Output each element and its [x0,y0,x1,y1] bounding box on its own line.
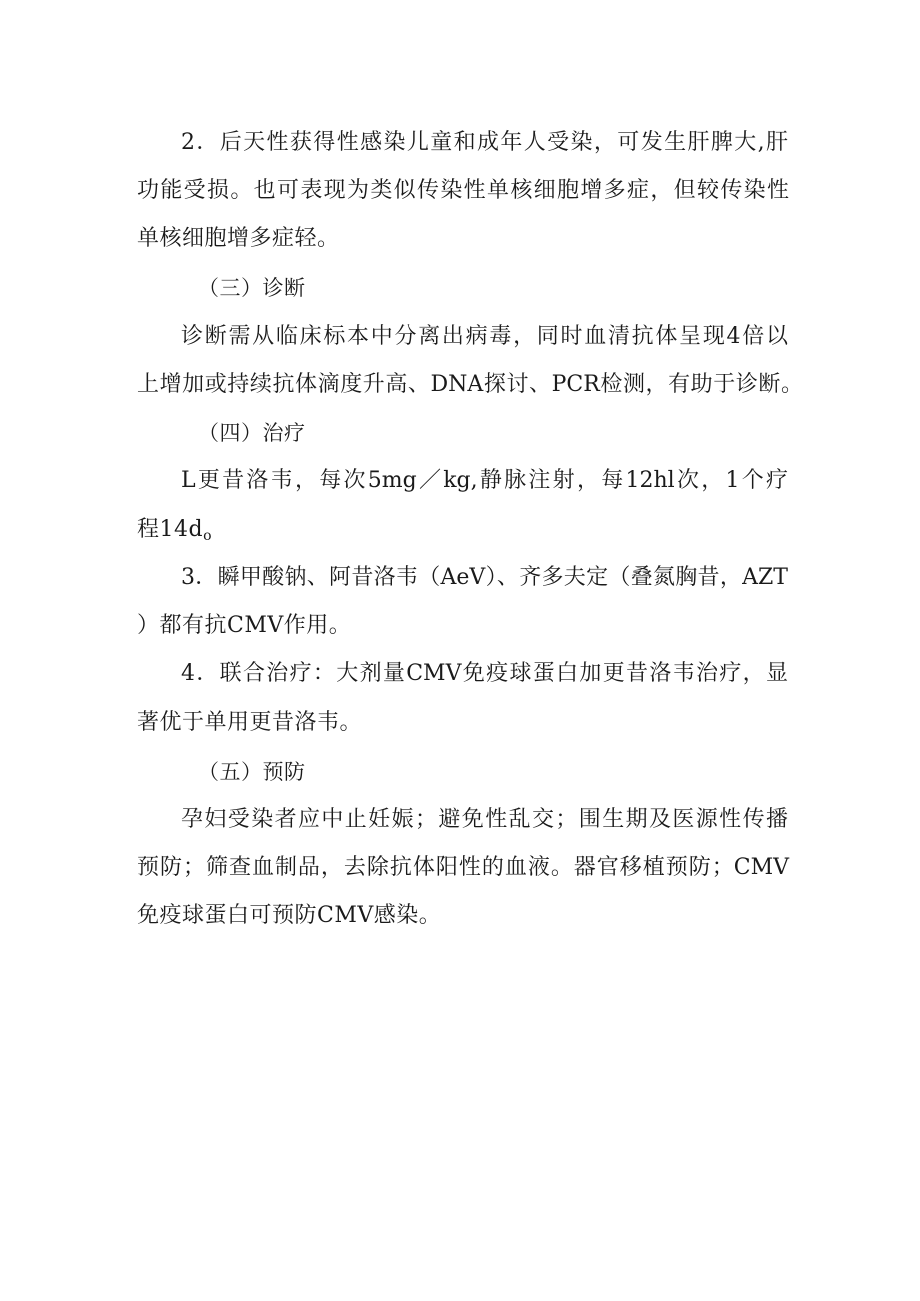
paragraph-line: 著优于单用更昔洛韦。 [137,710,363,735]
paragraph-line: 上增加或持续抗体滴度升高、DNA探讨、PCR检测，有助于诊断。 [137,372,803,397]
paragraph-line: 单核细胞增多症轻。 [137,226,340,251]
paragraph-line: 3．瞬甲酸钠、阿昔洛韦（AeV）、齐多夫定（叠氮胸昔，AZT [181,565,788,590]
section-heading-prevention: （五）预防 [198,760,306,784]
paragraph-line: 孕妇受染者应中止妊娠；避免性乱交；围生期及医源性传播 [181,807,788,832]
paragraph-line: 诊断需从临床标本中分离出病毒，同时血清抗体呈现4倍以 [181,324,788,349]
paragraph-text: 程14d [137,517,204,542]
paragraph-line: L更昔洛韦，每次5mg／kg,静脉注射，每12hl次，1个疗 [181,468,788,493]
paragraph-line: 免疫球蛋白可预防CMV感染。 [137,903,442,928]
paragraph-line: ）都有抗CMV作用。 [137,613,352,638]
paragraph-line: 4．联合治疗：大剂量CMV免疫球蛋白加更昔洛韦治疗，显 [181,661,788,686]
subscript-mark: o [203,528,213,544]
section-heading-diagnosis: （三）诊断 [198,276,306,300]
paragraph-line [137,515,212,545]
section-heading-treatment: （四）治疗 [198,421,306,445]
paragraph-line: 功能受损。也可表现为类似传染性单核细胞增多症，但较传染性 [137,178,789,203]
paragraph-line: 预防；筛查血制品，去除抗体阳性的血液。器官移植预防；CMV [137,855,789,880]
paragraph-line: 2．后天性获得性感染儿童和成年人受染，可发生肝脾大,肝 [181,130,788,155]
